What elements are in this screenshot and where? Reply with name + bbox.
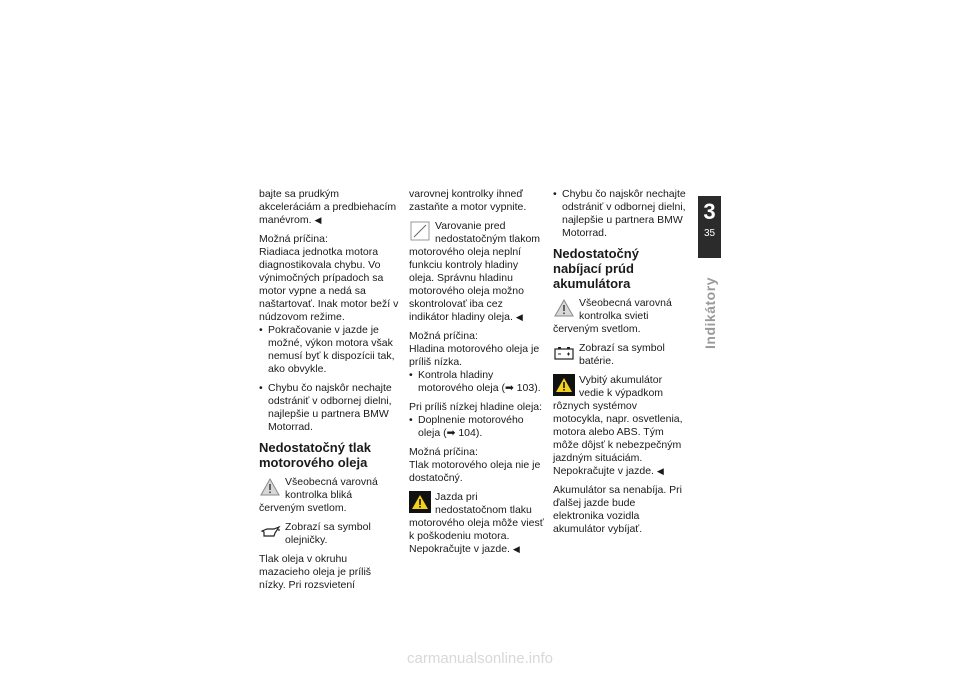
column-1: [259, 188, 399, 598]
cause-label: Možná príčina:: [409, 446, 478, 458]
paragraph: Tlak oleja v okruhu mazacieho oleja je príliš nízky. Pri rozsvietení: [259, 553, 372, 591]
warning-row: [259, 476, 399, 515]
low-level-label: Pri príliš nízkej hladine oleja:: [409, 401, 543, 413]
chapter-tab: [698, 196, 721, 258]
side-title: Indikátory: [702, 277, 718, 349]
bullet-item: • Pokračovanie v jazde je možné, výkon motora však nemusí byť k dispozícii tak, ako obvykle.: [259, 324, 399, 376]
battery-text: Zobrazí sa symbol batérie.: [579, 342, 665, 367]
bullet-item: • Chybu čo najskôr nechajte odstrániť v odbornej dielni, najlepšie u partnera BMW Motorrad.: [553, 188, 689, 240]
paragraph: varovnej kontrolky ihneď zastaňte a motor vypnite.: [409, 188, 527, 213]
warning-row: [553, 297, 689, 336]
paragraph: Tlak motorového oleja nie je dostatočný.: [409, 459, 541, 484]
bullet-item: • Doplnenie motorového oleja (➡ 104).: [409, 414, 545, 440]
oil-row: [259, 521, 399, 547]
stop-text: Nepokračujte v jazde. ◀: [553, 465, 664, 477]
note-row: [409, 220, 545, 324]
column-2: [409, 188, 545, 562]
danger-icon: [409, 491, 431, 513]
paragraph: Riadiaca jednotka motora diagnostikovala chybu. Vo výnimočných prípadoch sa motor vypne a nedá sa naštartovať. Inak motor beží v núdzovom režime.: [259, 246, 399, 323]
warning-light-icon: [553, 297, 575, 319]
danger-icon: [553, 374, 575, 396]
danger-text: Jazda pri nedostatočnom tlaku motorového oleja môže viesť k poškodeniu motora. Nepokračujte v jazde. ◀: [409, 491, 544, 555]
section-heading: Nedostatočný tlak motorového oleja: [259, 440, 371, 470]
warning-text: Všeobecná varovná kontrolka bliká červeným svetlom.: [259, 476, 378, 514]
watermark: carmanualsonline.info: [407, 650, 553, 667]
battery-row: [553, 342, 689, 368]
danger-text: Vybitý akumulátor vedie k výpadkom rôznych systémov motocykla, napr. osvetlenia, motora alebo ABS. Tým môže dôjsť k nebezpečným jazdným situáciám.: [553, 374, 683, 464]
bullet-item: • Chybu čo najskôr nechajte odstrániť v odbornej dielni, najlepšie u partnera BMW Motorrad.: [259, 382, 399, 434]
paragraph: Hladina motorového oleja je príliš nízka.: [409, 343, 540, 368]
note-icon: [409, 220, 431, 242]
warning-light-icon: [259, 476, 281, 498]
end-mark: ◀: [656, 466, 664, 476]
warning-text: Všeobecná varovná kontrolka svieti červeným svetlom.: [553, 297, 672, 335]
danger-row: [553, 374, 689, 478]
bullet-item: • Kontrola hladiny motorového oleja (➡ 103).: [409, 369, 545, 395]
chapter-number: 3: [703, 199, 716, 224]
side-title-container: [690, 258, 730, 368]
section-heading: Nedostatočný nabíjací prúd akumulátora: [553, 246, 639, 291]
oil-text: Zobrazí sa symbol olejničky.: [285, 521, 371, 546]
cause-label: Možná príčina:: [409, 330, 478, 342]
danger-row: [409, 491, 545, 556]
battery-icon: [553, 342, 575, 364]
page-number: 35: [703, 228, 716, 239]
end-mark: ◀: [512, 544, 520, 554]
paragraph: bajte sa prudkým akceleráciám a predbiehacím manévrom. ◀: [259, 188, 397, 226]
end-mark: ◀: [515, 312, 523, 322]
note-text: Varovanie pred nedostatočným tlakom motorového oleja neplní funkciu kontroly hladiny oleja. Správnu hladinu motorového oleja možno skontrolovať iba cez indikátor hladiny oleja. ◀: [409, 220, 541, 323]
oil-can-icon: [259, 521, 281, 543]
cause-label: Možná príčina:: [259, 233, 328, 245]
column-3: [553, 188, 689, 542]
end-mark: ◀: [314, 215, 322, 225]
paragraph: Akumulátor sa nenabíja. Pri ďalšej jazde bude elektronika vozidla akumulátor vybíjať.: [553, 484, 682, 535]
